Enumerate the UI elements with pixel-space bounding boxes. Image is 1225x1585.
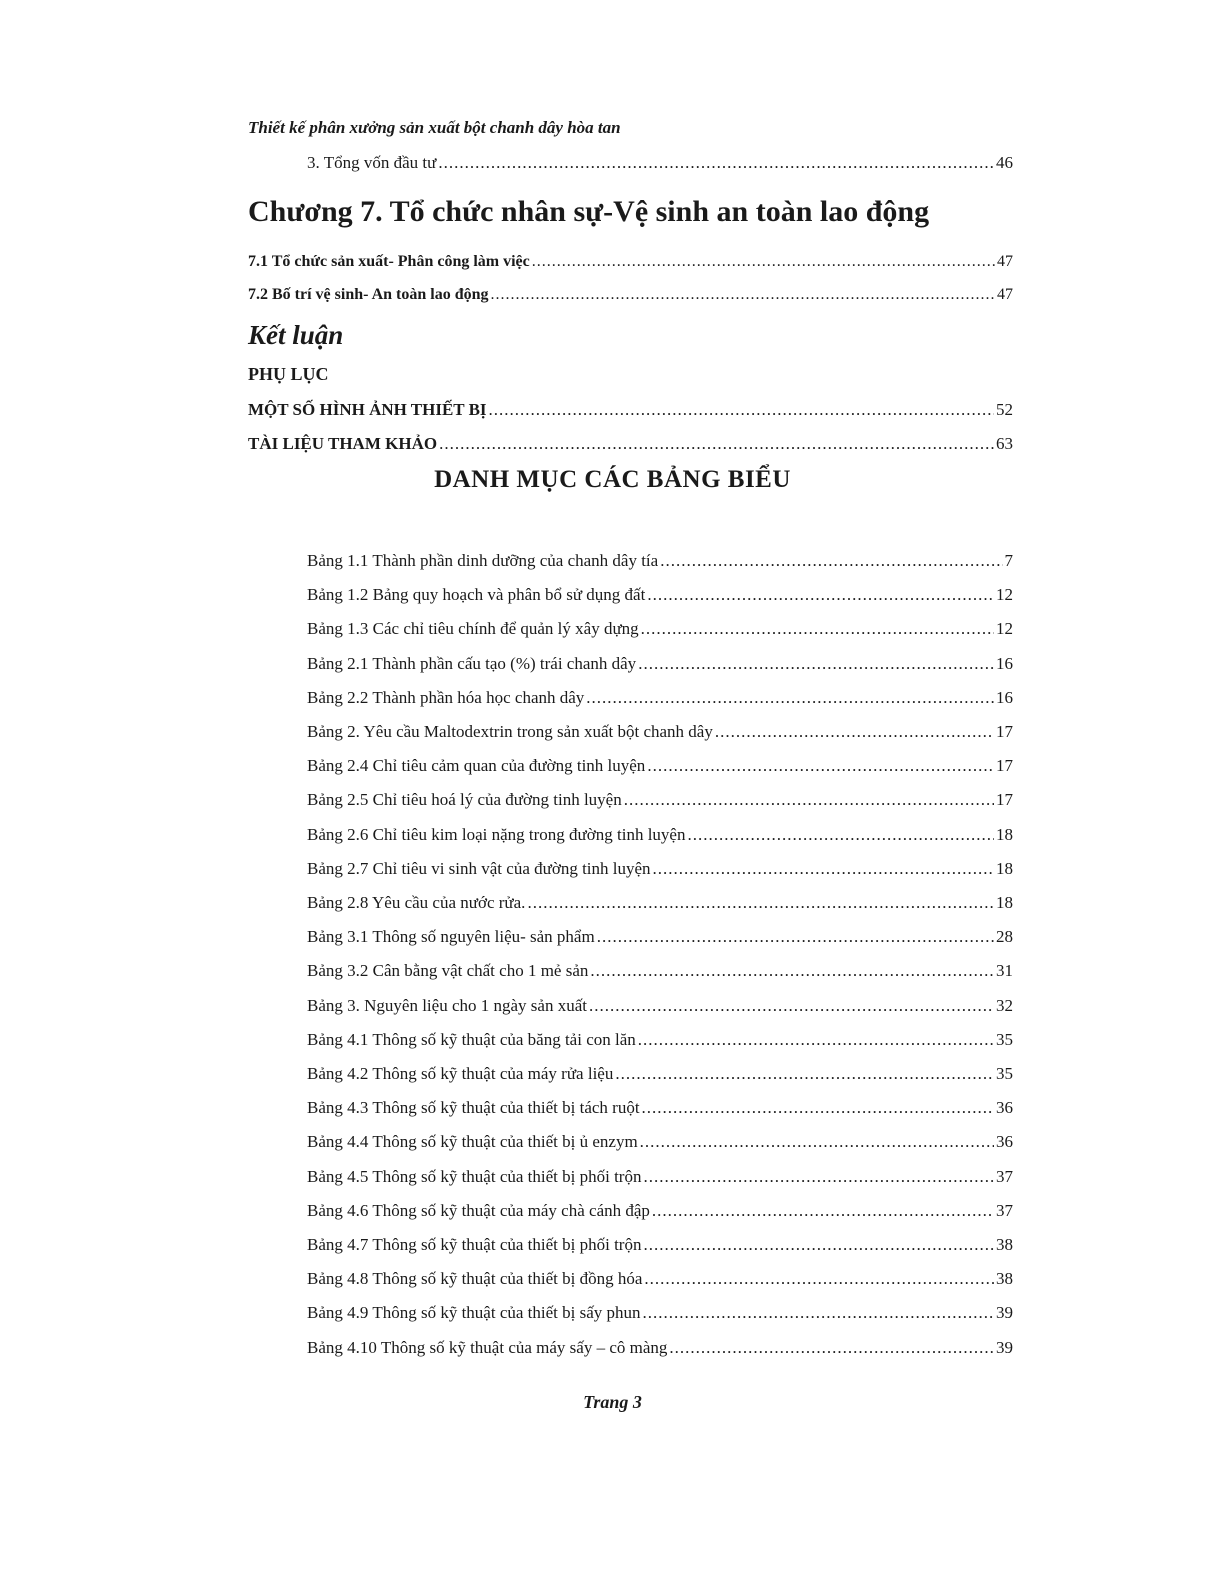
- table-list-item-page: 12: [996, 585, 1013, 605]
- chapter-7-heading: Chương 7. Tổ chức nhân sự-Vệ sinh an toàn lao động: [248, 195, 930, 228]
- table-list-item: [307, 893, 1013, 913]
- table-list-item: [307, 619, 1013, 639]
- table-list-item-page: 17: [996, 722, 1013, 741]
- table-list-item: [307, 585, 1013, 605]
- table-list-item-page: 17: [996, 756, 1013, 776]
- dot-leader: [647, 585, 994, 605]
- running-header: Thiết kế phân xưởng sản xuất bột chanh dây hòa tan: [248, 118, 621, 137]
- table-list-item: [307, 1098, 1013, 1118]
- table-list-item-label: Bảng 2.4 Chỉ tiêu cảm quan của đường tinh luyện: [307, 756, 646, 776]
- dot-leader: [643, 1167, 994, 1187]
- toc-entry-label: TÀI LIỆU THAM KHẢO: [248, 434, 438, 453]
- table-list-item: [307, 859, 1013, 879]
- toc-entry-label: 3. Tổng vốn đầu tư: [307, 153, 437, 172]
- table-list-item-label: Bảng 1.2 Bảng quy hoạch và phân bổ sử dụng đất: [307, 585, 646, 605]
- page-footer: Trang 3: [583, 1392, 642, 1412]
- table-list-item: [307, 1201, 1013, 1221]
- toc-entry-references: [248, 434, 1013, 454]
- table-list-item: [307, 688, 1013, 708]
- toc-entry-page: 46: [996, 153, 1013, 172]
- toc-entry-label: MỘT SỐ HÌNH ẢNH THIẾT BỊ: [248, 400, 487, 419]
- dot-leader: [653, 859, 994, 879]
- dot-leader: [439, 434, 994, 454]
- table-list-item: [307, 1132, 1013, 1152]
- dot-leader: [660, 551, 1002, 571]
- table-list-item: [307, 1167, 1013, 1187]
- dot-leader: [590, 961, 994, 981]
- table-list-item-label: Bảng 2.5 Chỉ tiêu hoá lý của đường tinh luyện: [307, 790, 622, 810]
- table-list-item-label: Bảng 2.8 Yêu cầu của nước rửa.: [307, 893, 526, 912]
- toc-entry-page: 47: [997, 253, 1013, 270]
- table-list-item-page: 37: [996, 1166, 1013, 1186]
- table-list-item-label: Bảng 3.1 Thông số nguyên liệu- sản phẩm: [307, 927, 595, 947]
- dot-leader: [638, 1030, 994, 1050]
- table-list-item-label: Bảng 4.1 Thông số kỹ thuật của băng tải con lăn: [307, 1029, 636, 1049]
- table-list-item: [307, 825, 1013, 845]
- dot-leader: [527, 893, 994, 913]
- toc-entry-label: 7.2 Bố trí vệ sinh- An toàn lao động: [248, 286, 489, 303]
- table-list-item: [307, 654, 1013, 674]
- dot-leader: [438, 153, 994, 173]
- table-list-item-page: 17: [996, 790, 1013, 810]
- table-list-item: [307, 790, 1013, 810]
- table-list-item: [307, 1303, 1013, 1323]
- dot-leader: [640, 1132, 994, 1152]
- dot-leader: [641, 619, 994, 639]
- dot-leader: [624, 790, 994, 810]
- table-list-item-page: 16: [996, 653, 1013, 673]
- table-list-item-label: Bảng 3.2 Cân bằng vật chất cho 1 mẻ sản: [307, 961, 589, 981]
- table-list-item-label: Bảng 2.1 Thành phần cấu tạo (%) trái chanh dây: [307, 653, 637, 673]
- table-list-item-page: 36: [996, 1132, 1013, 1152]
- dot-leader: [615, 1064, 994, 1084]
- table-list-item-label: Bảng 1.1 Thành phần dinh dưỡng của chanh dây tía: [307, 551, 659, 570]
- dot-leader: [652, 1201, 994, 1221]
- table-list-item-label: Bảng 2.6 Chỉ tiêu kim loại nặng trong đường tinh luyện: [307, 824, 686, 844]
- table-list-item-label: Bảng 4.5 Thông số kỹ thuật của thiết bị phối trộn: [307, 1166, 642, 1186]
- table-list-item: [307, 551, 1013, 571]
- table-list-item-label: Bảng 2. Yêu cầu Maltodextrin trong sản xuất bột chanh dây: [307, 722, 713, 741]
- table-list-item-page: 39: [996, 1303, 1013, 1323]
- table-list-item: [307, 927, 1013, 947]
- table-list-item-label: Bảng 4.3 Thông số kỹ thuật của thiết bị tách ruột: [307, 1098, 640, 1118]
- table-list-item-page: 35: [996, 1064, 1013, 1083]
- table-list-item: [307, 1030, 1013, 1050]
- toc-entry-page: 47: [997, 286, 1013, 303]
- table-list-item-label: Bảng 4.9 Thông số kỹ thuật của thiết bị sấy phun: [307, 1303, 641, 1323]
- table-list-item-page: 12: [996, 619, 1013, 639]
- dot-leader: [715, 722, 994, 742]
- table-list-item: [307, 1338, 1013, 1358]
- toc-entry-page: 63: [996, 434, 1013, 453]
- dot-leader: [643, 1303, 994, 1323]
- dot-leader: [644, 1269, 994, 1289]
- table-list-item: [307, 996, 1013, 1016]
- table-list-item-page: 32: [996, 995, 1013, 1015]
- table-list-item-label: Bảng 2.2 Thành phần hóa học chanh dây: [307, 687, 585, 707]
- table-list-item: [307, 1269, 1013, 1289]
- dot-leader: [586, 688, 994, 708]
- table-list-item: [307, 961, 1013, 981]
- table-list-title: DANH MỤC CÁC BẢNG BIỂU: [434, 466, 791, 493]
- table-list-item-label: Bảng 4.2 Thông số kỹ thuật của máy rửa liệu: [307, 1064, 614, 1083]
- table-list-item: [307, 756, 1013, 776]
- table-list-item-label: Bảng 1.3 Các chỉ tiêu chính để quản lý xây dựng: [307, 619, 639, 639]
- table-list-item-label: Bảng 3. Nguyên liệu cho 1 ngày sản xuất: [307, 995, 587, 1015]
- table-list-item-label: Bảng 4.10 Thông số kỹ thuật của máy sấy – cô màng: [307, 1337, 668, 1357]
- dot-leader: [669, 1338, 994, 1358]
- table-list-item-label: Bảng 2.7 Chỉ tiêu vi sinh vật của đường tinh luyện: [307, 858, 651, 878]
- table-list-item-page: 18: [996, 893, 1013, 912]
- table-list-item-label: Bảng 4.7 Thông số kỹ thuật của thiết bị phối trộn: [307, 1235, 642, 1254]
- dot-leader: [589, 996, 994, 1016]
- dot-leader: [643, 1235, 994, 1255]
- toc-entry-label: 7.1 Tổ chức sản xuất- Phân công làm việc: [248, 253, 530, 270]
- table-list-item-page: 39: [996, 1337, 1013, 1357]
- table-list-item-page: 28: [996, 927, 1013, 947]
- table-list-item-label: Bảng 4.6 Thông số kỹ thuật của máy chà cánh đập: [307, 1200, 650, 1220]
- table-list-item-label: Bảng 4.4 Thông số kỹ thuật của thiết bị ủ enzym: [307, 1132, 638, 1152]
- toc-entry-7-1: [248, 253, 1013, 271]
- table-list-item-page: 7: [1004, 551, 1013, 570]
- dot-leader: [489, 400, 994, 420]
- appendix-heading: PHỤ LỤC: [248, 364, 329, 384]
- dot-leader: [490, 286, 995, 304]
- table-list-item-label: Bảng 4.8 Thông số kỹ thuật của thiết bị đồng hóa: [307, 1269, 643, 1289]
- table-list-item-page: 18: [996, 824, 1013, 844]
- table-list-item-page: 35: [996, 1029, 1013, 1049]
- table-list-item-page: 16: [996, 687, 1013, 707]
- table-list-item: [307, 722, 1013, 742]
- table-list-item-page: 31: [996, 961, 1013, 981]
- dot-leader: [647, 756, 994, 776]
- toc-entry-investment: [307, 153, 1013, 173]
- toc-entry-page: 52: [996, 400, 1013, 419]
- dot-leader: [687, 825, 994, 845]
- dot-leader: [638, 654, 994, 674]
- table-list-item-page: 36: [996, 1098, 1013, 1118]
- dot-leader: [642, 1098, 994, 1118]
- table-list-item: [307, 1235, 1013, 1255]
- table-list-item: [307, 1064, 1013, 1084]
- dot-leader: [597, 927, 994, 947]
- toc-entry-equipment-images: [248, 400, 1013, 420]
- dot-leader: [532, 253, 995, 271]
- conclusion-heading: Kết luận: [248, 320, 344, 350]
- table-list-item-page: 38: [996, 1235, 1013, 1254]
- table-list-item-page: 38: [996, 1269, 1013, 1289]
- table-list-item-page: 18: [996, 858, 1013, 878]
- toc-entry-7-2: [248, 286, 1013, 304]
- table-list-item-page: 37: [996, 1200, 1013, 1220]
